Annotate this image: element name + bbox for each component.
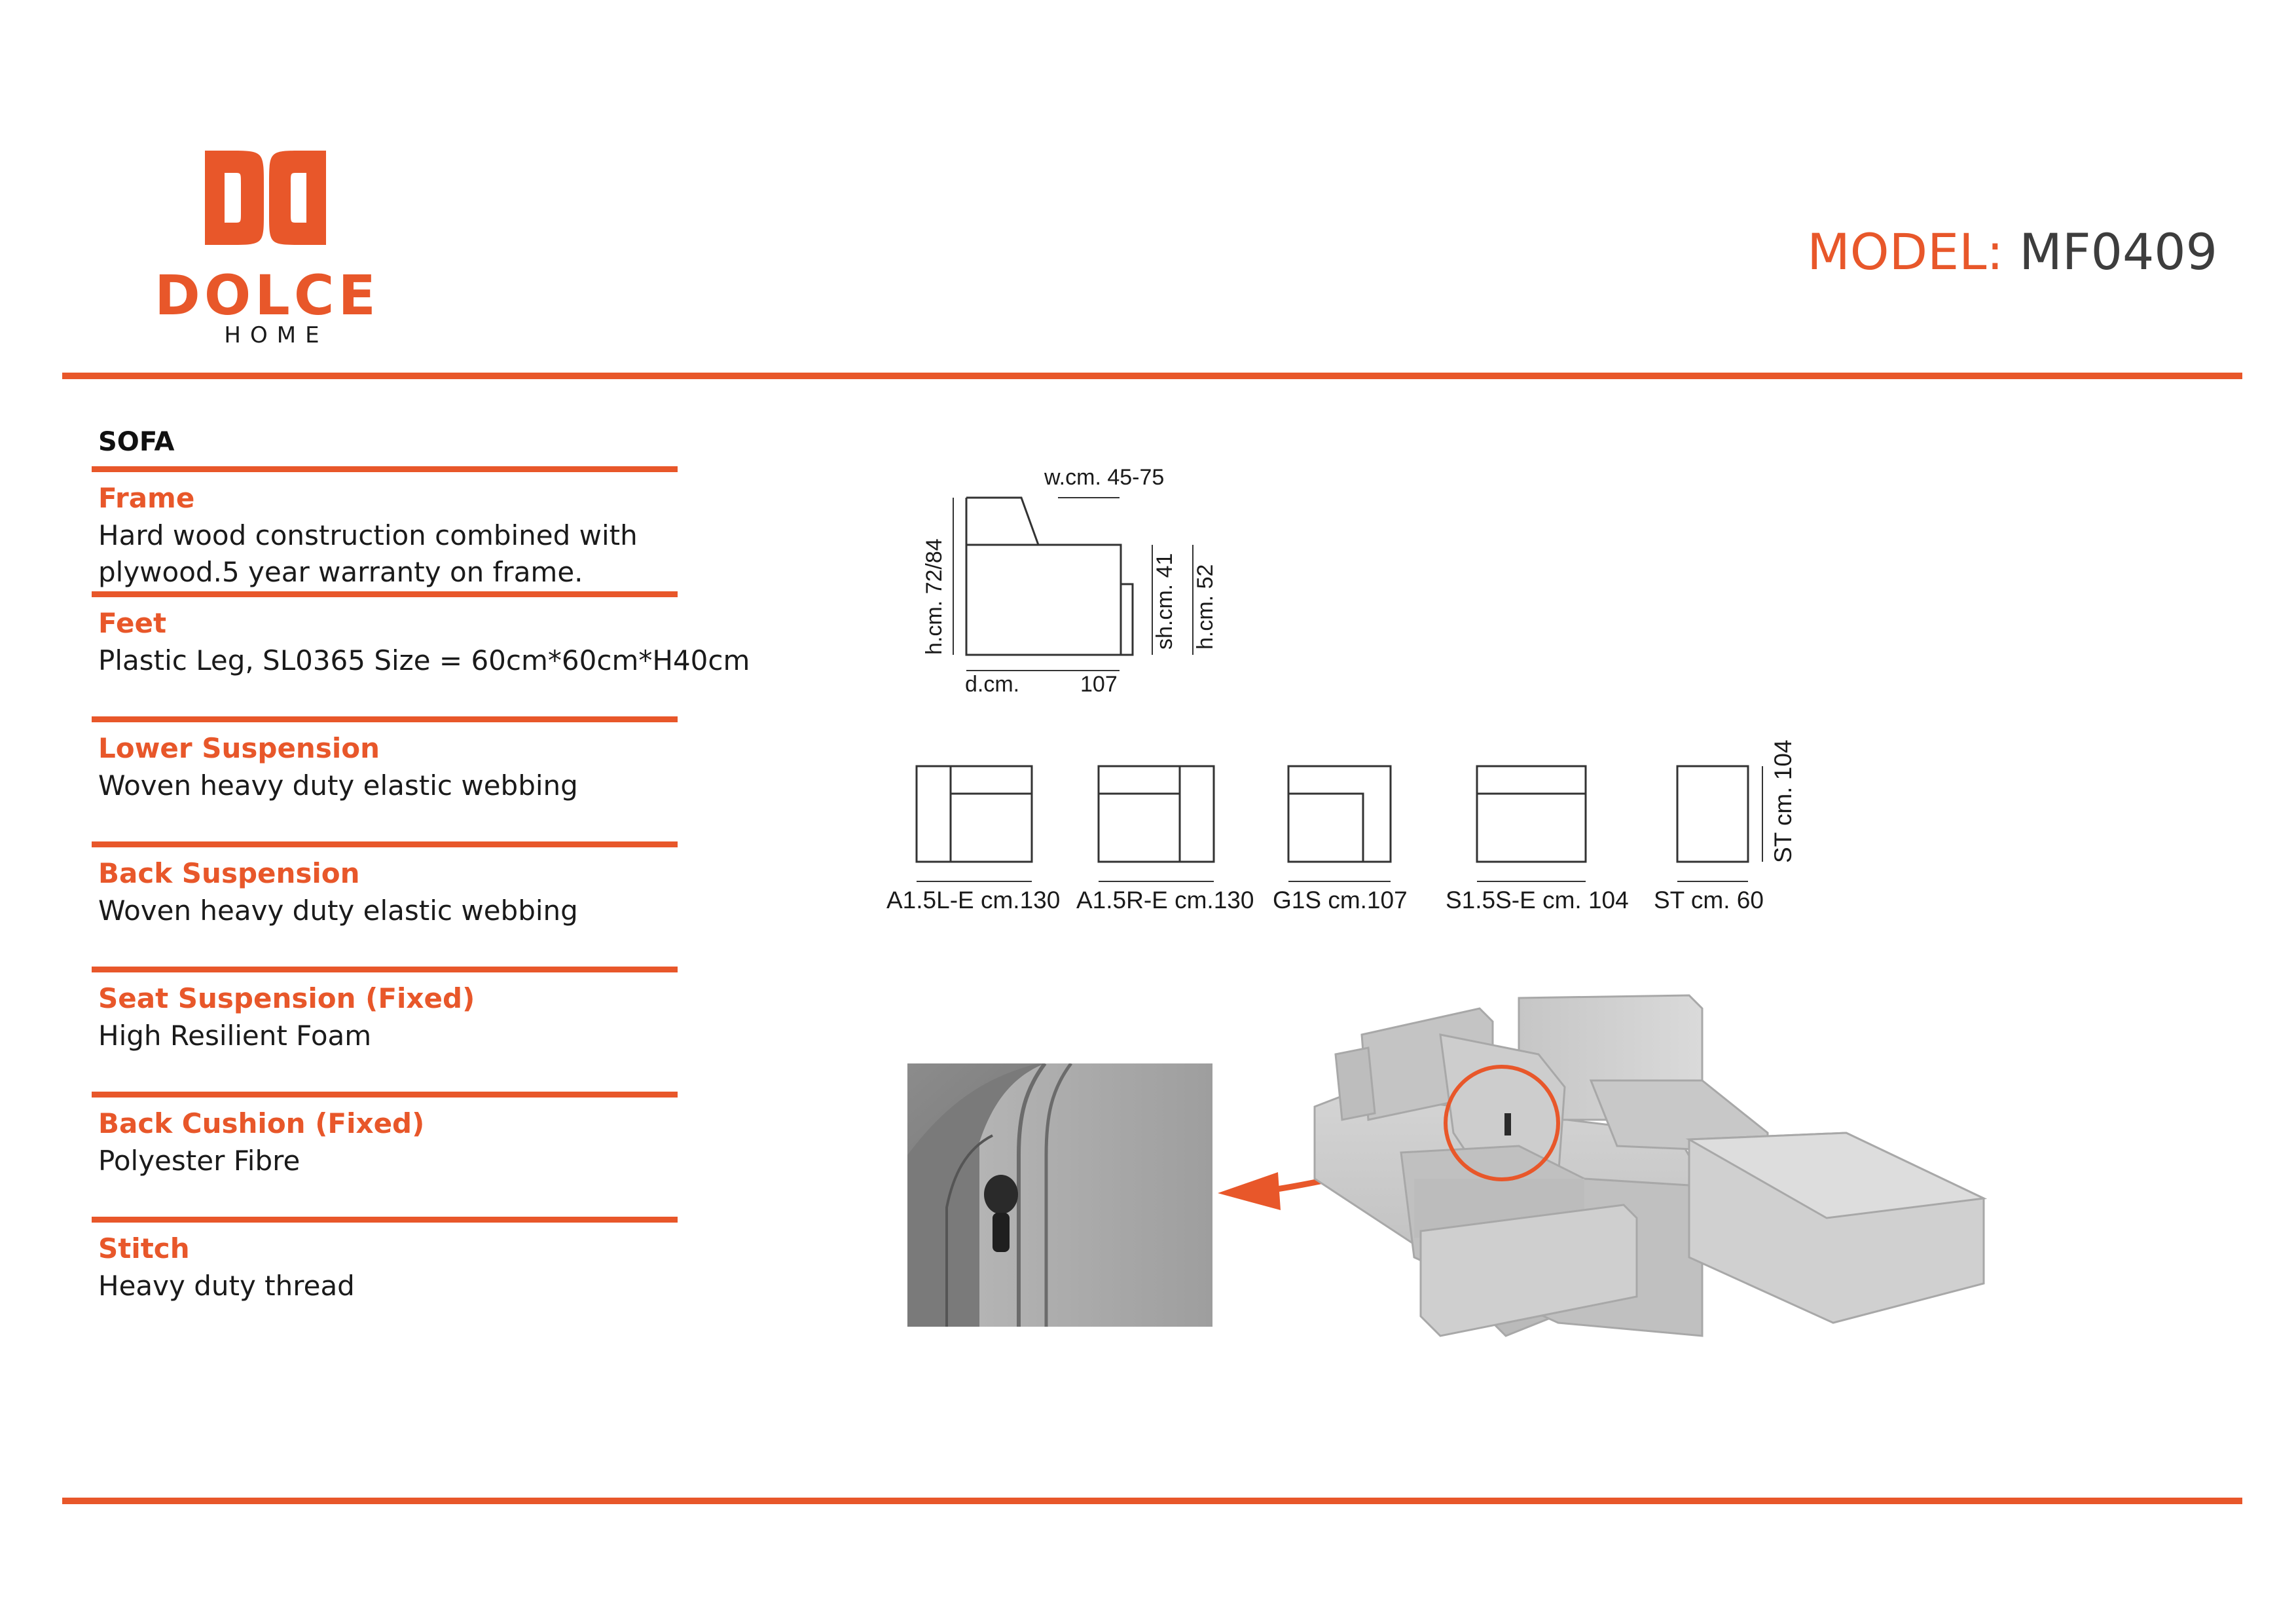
module-label-s15s: S1.5S-E cm. 104: [1446, 887, 1629, 913]
module-label-a15l: A1.5L-E cm.130: [886, 887, 1061, 913]
brand-logo: [143, 147, 392, 356]
spec-body-line: Hard wood construction combined with: [98, 519, 638, 551]
spec-rule: [92, 841, 678, 847]
header-rule: [62, 373, 2242, 379]
model-label: MODEL:: [1807, 223, 2004, 281]
detail-photo: [907, 1063, 1212, 1327]
spec-rule: [92, 1217, 678, 1223]
spec-heading: Stitch: [98, 1232, 190, 1264]
arm-height-label: h.cm. 52: [1193, 564, 1218, 650]
spec-body-line: Heavy duty thread: [98, 1270, 355, 1302]
spec-heading: Back Suspension: [98, 857, 360, 889]
module-plan-diagram: [877, 727, 1859, 936]
dolce-monogram-icon: [143, 147, 392, 258]
spec-heading: Feet: [98, 607, 167, 639]
brand-name: DOLCE: [155, 263, 380, 327]
spec-heading: Seat Suspension (Fixed): [98, 982, 475, 1014]
module-label-g1s: G1S cm.107: [1273, 887, 1408, 913]
model-code: MF0409: [2019, 223, 2217, 281]
spec-heading: Back Cushion (Fixed): [98, 1107, 425, 1139]
seat-height-label: sh.cm. 41: [1152, 553, 1177, 650]
spec-heading: Lower Suspension: [98, 732, 380, 764]
product-type: SOFA: [98, 427, 175, 457]
spec-rule: [92, 716, 678, 722]
spec-rule: [92, 1092, 678, 1098]
spec-rule: [92, 591, 678, 597]
spec-body-line: Polyester Fibre: [98, 1145, 301, 1177]
module-label-a15r: A1.5R-E cm.130: [1076, 887, 1254, 913]
depth-dim-value: 107: [1080, 672, 1118, 697]
width-dim-label: w.cm. 45-75: [1044, 465, 1165, 490]
sofa-product-photo: [1309, 982, 2003, 1414]
module-label-st: ST cm. 60: [1654, 887, 1764, 913]
spec-heading: Frame: [98, 482, 195, 514]
spec-body-line: High Resilient Foam: [98, 1020, 372, 1052]
model-heading: [1807, 223, 2217, 281]
zipper-pull-icon: [1504, 1113, 1511, 1135]
spec-body-line: Woven heavy duty elastic webbing: [98, 895, 578, 927]
spec-body-line: plywood.5 year warranty on frame.: [98, 556, 583, 588]
depth-dim-label: d.cm.: [965, 672, 1020, 697]
side-profile-diagram: [897, 458, 1290, 733]
height-dim-label: h.cm. 72/84: [922, 538, 947, 655]
stool-depth-label: ST cm. 104: [1770, 739, 1796, 863]
brand-sub: HOME: [224, 322, 329, 348]
spec-body-line: Woven heavy duty elastic webbing: [98, 769, 578, 802]
footer-rule: [62, 1498, 2242, 1504]
spec-rule: [92, 967, 678, 972]
spec-rule: [92, 466, 678, 472]
spec-body-line: Plastic Leg, SL0365 Size = 60cm*60cm*H40cm: [98, 644, 750, 676]
